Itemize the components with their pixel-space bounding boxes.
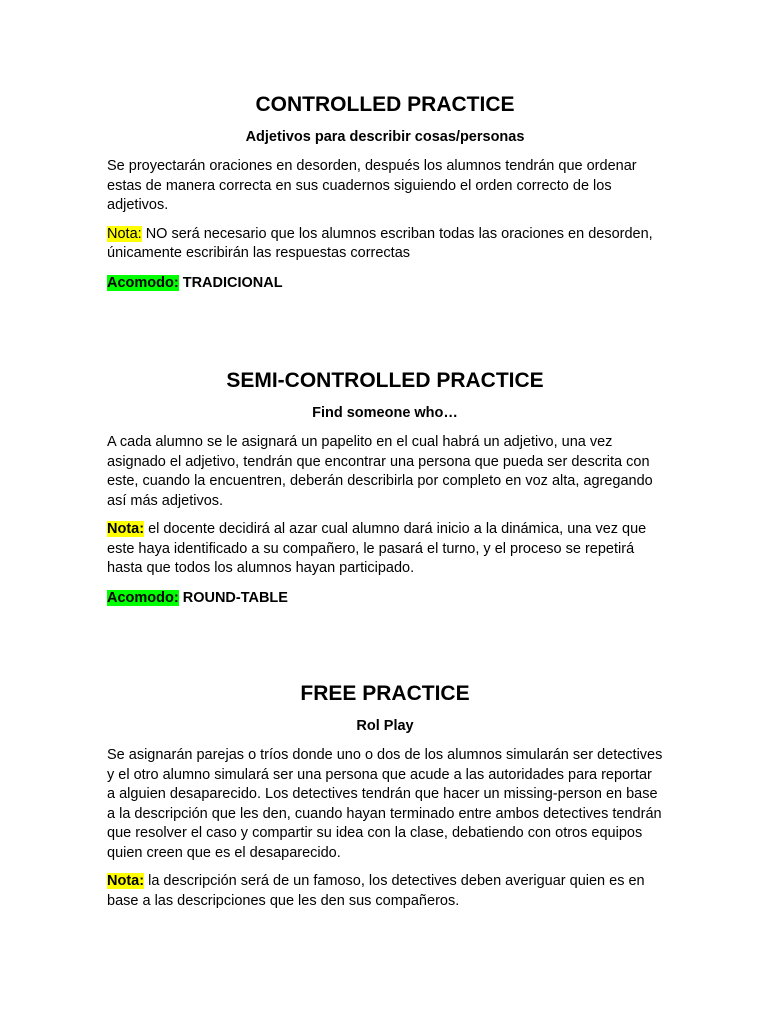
note-text: NO será necesario que los alumnos escriban todas las oraciones en desorden, únicamente escribirán las respuestas correctas — [107, 225, 653, 261]
section-subtitle: Adjetivos para describir cosas/personas — [245, 129, 525, 145]
note-paragraph — [107, 520, 663, 579]
section-free-practice — [107, 679, 663, 911]
arrangement-value: TRADICIONAL — [178, 274, 283, 291]
note-label: Nota: — [107, 225, 142, 242]
note-paragraph — [107, 872, 663, 911]
arrangement-label: Acomodo: — [107, 589, 179, 606]
section-subtitle: Rol Play — [356, 718, 414, 734]
arrangement-value: ROUND-TABLE — [178, 589, 288, 606]
note-label: Nota: — [107, 521, 145, 537]
note-label: Nota: — [107, 873, 145, 889]
section-body: Se proyectarán oraciones en desorden, después los alumnos tendrán que ordenar estas de manera correcta en sus cuadernos siguiendo el orden correcto de los adjetivos. — [107, 158, 637, 213]
section-title: FREE PRACTICE — [300, 682, 470, 705]
arrangement-label: Acomodo: — [107, 274, 179, 291]
section-title: SEMI-CONTROLLED PRACTICE — [226, 369, 544, 392]
arrangement-paragraph — [107, 589, 663, 608]
note-text: la descripción será de un famoso, los detectives deben averiguar quien es en base a las descripciones que les den sus compañeros. — [107, 873, 645, 909]
section-controlled-practice — [107, 90, 663, 293]
note-text: el docente decidirá al azar cual alumno dará inicio a la dinámica, una vez que este haya identificado a su compañero, le pasará el turno, y el proceso se repetirá hasta que todos los alumnos hayan participado. — [107, 521, 647, 576]
section-title: CONTROLLED PRACTICE — [255, 93, 515, 116]
arrangement-paragraph — [107, 274, 663, 293]
section-subtitle: Find someone who… — [312, 405, 458, 421]
section-body: A cada alumno se le asignará un papelito en el cual habrá un adjetivo, una vez asignado el adjetivo, tendrán que encontrar una persona que pueda ser descrita con este, cuando la encuentren, deberán describirla por completo en voz alta, agregando así más adjetivos. — [107, 434, 653, 509]
section-semi-controlled-practice — [107, 366, 663, 608]
note-paragraph — [107, 225, 663, 264]
section-body: Se asignarán parejas o tríos donde uno o dos de los alumnos simularán ser detectives y el otro alumno simulará ser una persona que acude a las autoridades para reportar a alguien desaparecido. Los detectives tendrán que hacer un missing-person en base a la descripción que les den, cuando hayan terminado entre ambos detectives tendrán que resolver el caso y compartir su idea con la clase, debatiendo con otros equipos quien creen que es el desaparecido. — [107, 747, 663, 861]
